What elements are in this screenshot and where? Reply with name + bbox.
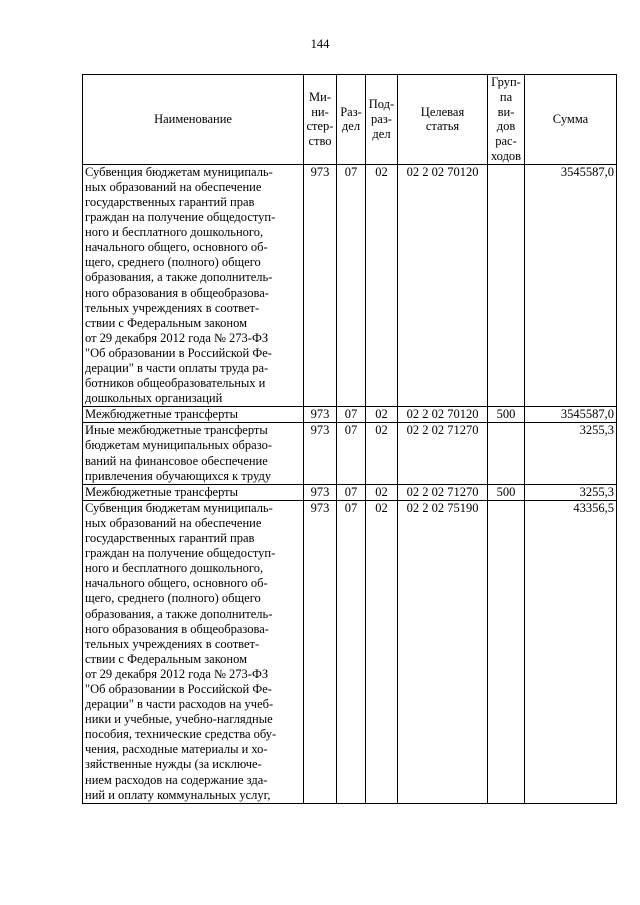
row-target: 02 2 02 75190 bbox=[398, 500, 488, 803]
row-sum: 3545587,0 bbox=[525, 164, 617, 407]
budget-table bbox=[82, 74, 617, 804]
row-subsection: 02 bbox=[366, 484, 398, 500]
row-subsection: 02 bbox=[366, 164, 398, 407]
header-sum: Сумма bbox=[525, 75, 617, 165]
table-row bbox=[83, 484, 617, 500]
row-sum: 3255,3 bbox=[525, 423, 617, 484]
header-section: Раз- дел bbox=[337, 75, 366, 165]
row-section: 07 bbox=[337, 164, 366, 407]
row-subsection: 02 bbox=[366, 500, 398, 803]
row-expense-group bbox=[488, 164, 525, 407]
row-name: Иные межбюджетные трансферты бюджетам муниципальных образо- ваний на финансовое обеспечение привлечения обучающихся к труду bbox=[83, 423, 304, 484]
row-ministry: 973 bbox=[304, 164, 337, 407]
row-name: Межбюджетные трансферты bbox=[83, 407, 304, 423]
row-section: 07 bbox=[337, 484, 366, 500]
header-target: Целевая статья bbox=[398, 75, 488, 165]
row-expense-group bbox=[488, 423, 525, 484]
row-ministry: 973 bbox=[304, 500, 337, 803]
row-name: Субвенция бюджетам муниципаль- ных образований на обеспечение государственных гарантий прав граждан на получение общедоступ- ного и бесплатного дошкольного, начального общего, основного об- щего, среднего (полного) общего образования, а также дополнитель- ного образования в общеобразова- тельных учреждениях в соответ- ствии с Федеральным законом от 29 декабря 2012 года № 273-ФЗ "Об образовании в Российской Фе- дерации" в части оплаты труда ра- ботников общеобразовательных и дошкольных организаций bbox=[83, 164, 304, 407]
table-header-row bbox=[83, 75, 617, 165]
row-ministry: 973 bbox=[304, 407, 337, 423]
table-row bbox=[83, 423, 617, 484]
header-subsection: Под- раз- дел bbox=[366, 75, 398, 165]
row-target: 02 2 02 71270 bbox=[398, 484, 488, 500]
row-name: Межбюджетные трансферты bbox=[83, 484, 304, 500]
table-row bbox=[83, 500, 617, 803]
row-ministry: 973 bbox=[304, 423, 337, 484]
row-expense-group bbox=[488, 500, 525, 803]
row-target: 02 2 02 71270 bbox=[398, 423, 488, 484]
header-expense-group: Груп- па ви- дов рас- ходов bbox=[488, 75, 525, 165]
row-name: Субвенция бюджетам муниципаль- ных образований на обеспечение государственных гарантий прав граждан на получение общедоступ- ного и бесплатного дошкольного, начального общего, основного об- щего, среднего (полного) общего образования, а также дополнитель- ного образования в общеобразова- тельных учреждениях в соответ- ствии с Федеральным законом от 29 декабря 2012 года № 273-ФЗ "Об образовании в Российской Фе- дерации" в части расходов на учеб- ники и учебные, учебно-наглядные пособия, технические средства обу- чения, расходные материалы и хо- зяйственные нужды (за исключе- нием расходов на содержание зда- ний и оплату коммунальных услуг, bbox=[83, 500, 304, 803]
header-name: Наименование bbox=[83, 75, 304, 165]
row-expense-group: 500 bbox=[488, 407, 525, 423]
row-sum: 43356,5 bbox=[525, 500, 617, 803]
row-sum: 3255,3 bbox=[525, 484, 617, 500]
page-number: 144 bbox=[310, 37, 330, 51]
row-subsection: 02 bbox=[366, 423, 398, 484]
row-section: 07 bbox=[337, 407, 366, 423]
row-section: 07 bbox=[337, 500, 366, 803]
row-sum: 3545587,0 bbox=[525, 407, 617, 423]
row-target: 02 2 02 70120 bbox=[398, 164, 488, 407]
row-ministry: 973 bbox=[304, 484, 337, 500]
row-expense-group: 500 bbox=[488, 484, 525, 500]
row-section: 07 bbox=[337, 423, 366, 484]
table-row bbox=[83, 407, 617, 423]
header-ministry: Ми- ни- стер- ство bbox=[304, 75, 337, 165]
row-subsection: 02 bbox=[366, 407, 398, 423]
row-target: 02 2 02 70120 bbox=[398, 407, 488, 423]
table-row bbox=[83, 164, 617, 407]
